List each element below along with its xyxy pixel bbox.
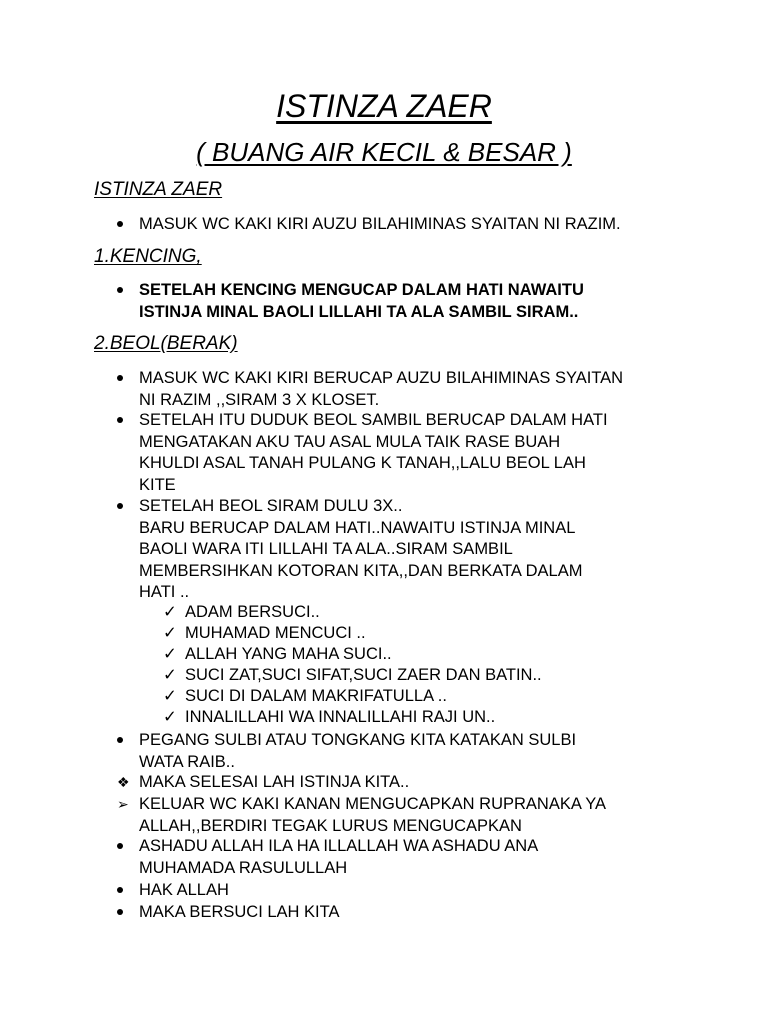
bullet-icon — [117, 496, 133, 518]
page-subtitle: ( BUANG AIR KECIL & BESAR ) — [196, 137, 572, 167]
checklist-item-text: ALLAH YANG MAHA SUCI.. — [185, 645, 392, 663]
check-icon: ✓ — [163, 708, 177, 726]
checklist-item — [163, 707, 683, 728]
bullet-icon — [117, 902, 133, 924]
page-title: ISTINZA ZAER — [276, 88, 492, 124]
list-item — [117, 772, 717, 794]
list-item — [117, 880, 717, 902]
list-item — [117, 496, 717, 604]
list-item-text: PEGANG SULBI ATAU TONGKANG KITA KATAKAN SULBI WATA RAIB.. — [139, 731, 577, 771]
check-icon: ✓ — [163, 687, 177, 705]
checklist-item-text: ADAM BERSUCI.. — [185, 603, 320, 621]
checklist-item — [163, 686, 683, 707]
checklist-item-text: MUHAMAD MENCUCI .. — [185, 624, 366, 642]
bullet-icon — [117, 410, 133, 432]
check-icon: ✓ — [163, 666, 177, 684]
checklist-item — [163, 665, 683, 686]
check-icon: ✓ — [163, 603, 177, 621]
list-item — [117, 902, 717, 924]
list-item-text: SETELAH BEOL SIRAM DULU 3X.. BARU BERUCAP DALAM HATI..NAWAITU ISTINJA MINAL BAOLI WARA ITI LILLAHI TA ALA..SIRAM SAMBIL MEMBERSIHKAN KOTORAN KITA,,DAN BERKATA DALAM HATI .. — [139, 497, 583, 601]
bullet-icon — [117, 280, 133, 302]
checklist-item-text: SUCI ZAT,SUCI SIFAT,SUCI ZAER DAN BATIN.. — [185, 666, 542, 684]
list-item-text: SETELAH KENCING MENGUCAP DALAM HATI NAWAITU ISTINJA MINAL BAOLI LILLAHI TA ALA SAMBIL SIRAM.. — [139, 281, 584, 321]
checklist-item-text: SUCI DI DALAM MAKRIFATULLA .. — [185, 687, 447, 705]
list-item — [117, 730, 717, 773]
checklist-item — [163, 602, 683, 623]
bullet-icon — [117, 836, 133, 858]
arrow-icon: ➢ — [117, 796, 129, 812]
check-icon: ✓ — [163, 624, 177, 642]
bullet-icon — [117, 214, 133, 236]
section-heading-kencing: 1.KENCING, — [94, 246, 202, 267]
list-item-text: KELUAR WC KAKI KANAN MENGUCAPKAN RUPRANAKA YA ALLAH,,BERDIRI TEGAK LURUS MENGUCAPKAN — [139, 795, 607, 835]
list-item-text: MASUK WC KAKI KIRI AUZU BILAHIMINAS SYAITAN NI RAZIM. — [139, 215, 621, 233]
list-item — [117, 368, 717, 411]
list-item — [117, 280, 717, 323]
checklist-item-text: INNALILLAHI WA INNALILLAHI RAJI UN.. — [185, 708, 496, 726]
list-item — [117, 410, 717, 496]
list-item-text: MASUK WC KAKI KIRI BERUCAP AUZU BILAHIMINAS SYAITAN NI RAZIM ,,SIRAM 3 X KLOSET. — [139, 369, 624, 409]
list-item-text: MAKA SELESAI LAH ISTINJA KITA.. — [139, 773, 410, 791]
check-icon: ✓ — [163, 645, 177, 663]
section-heading-istinza-zaer: ISTINZA ZAER — [94, 179, 223, 200]
diamond-icon: ❖ — [117, 774, 130, 790]
list-item-text: MAKA BERSUCI LAH KITA — [139, 903, 340, 921]
list-item — [117, 836, 717, 879]
list-item-text: SETELAH ITU DUDUK BEOL SAMBIL BERUCAP DALAM HATI MENGATAKAN AKU TAU ASAL MULA TAIK RASE BUAH KHULDI ASAL TANAH PULANG K TANAH,,LALU BEOL LAH KITE — [139, 411, 608, 494]
list-item — [117, 794, 717, 837]
list-item — [117, 214, 717, 236]
section-heading-beol: 2.BEOL(BERAK) — [94, 333, 238, 354]
checklist-item — [163, 644, 683, 665]
checklist-item — [163, 623, 683, 644]
list-item-text: ASHADU ALLAH ILA HA ILLALLAH WA ASHADU ANA MUHAMADA RASULULLAH — [139, 837, 539, 877]
list-item-text: HAK ALLAH — [139, 881, 229, 899]
bullet-icon — [117, 368, 133, 390]
bullet-icon — [117, 880, 133, 902]
bullet-icon — [117, 730, 133, 752]
